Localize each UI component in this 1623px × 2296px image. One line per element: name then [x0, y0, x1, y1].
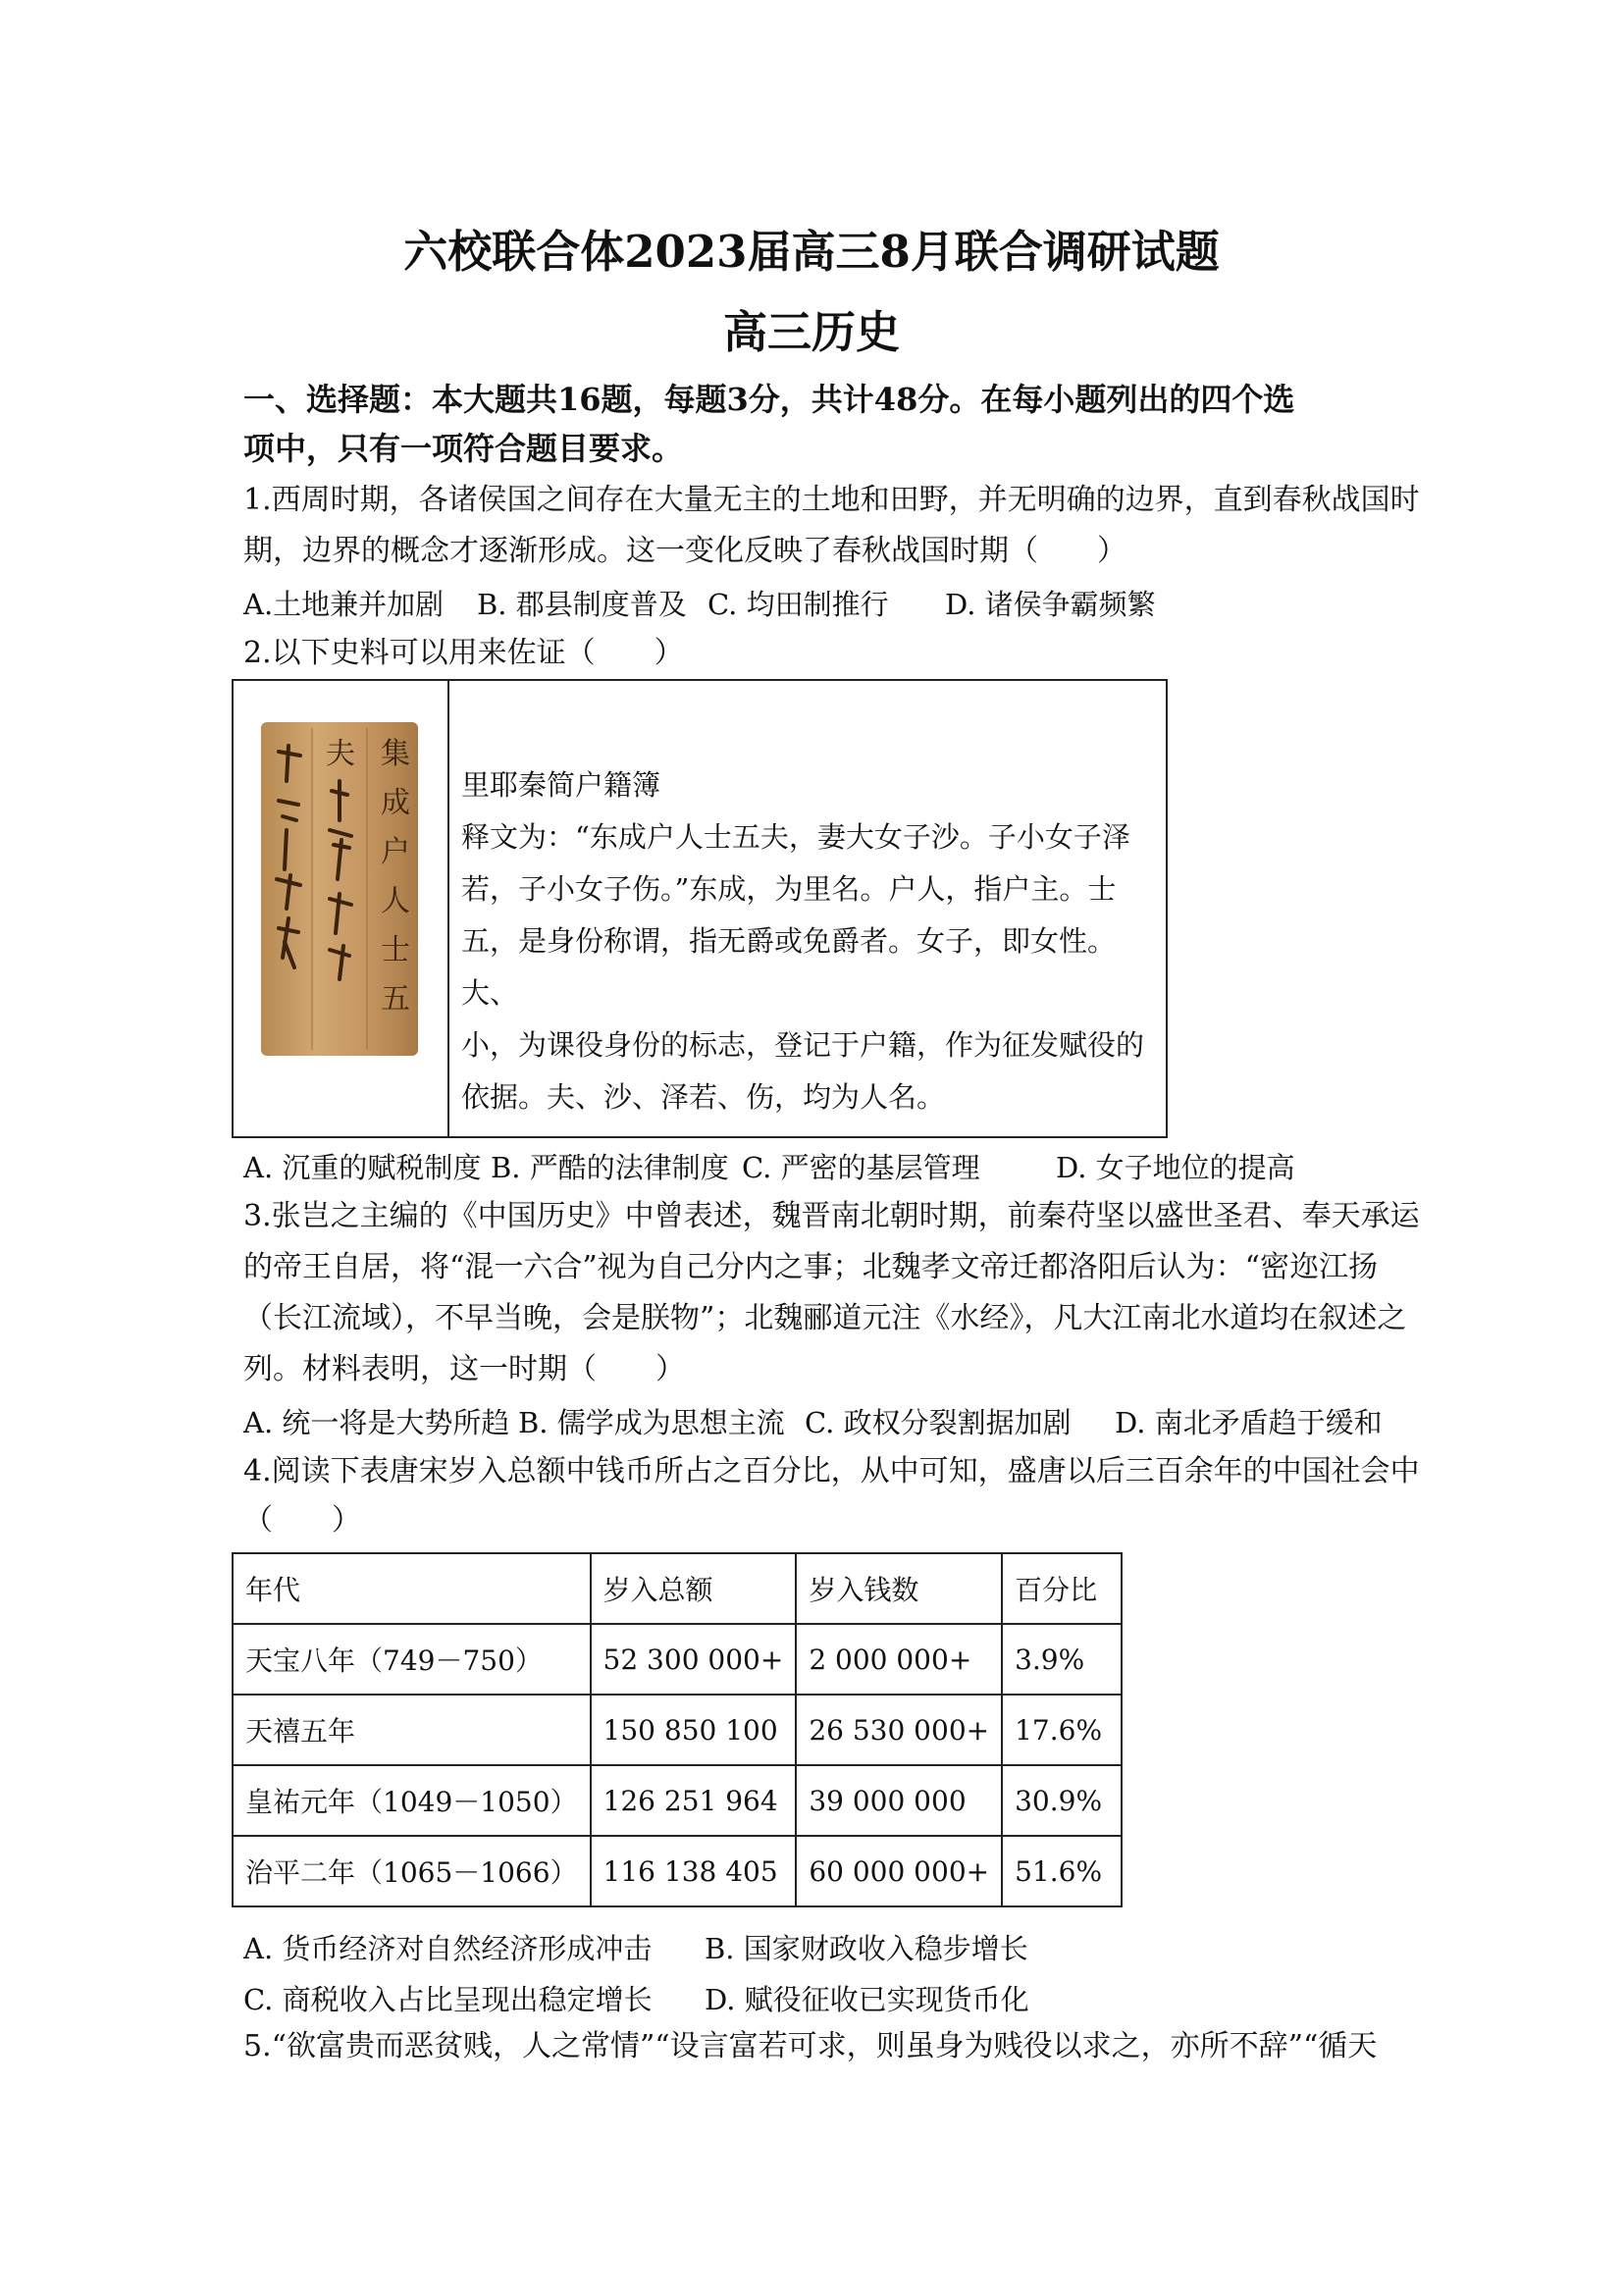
- table-cell: 治平二年（1065－1066）: [233, 1836, 591, 1906]
- table-cell: 51.6%: [1002, 1836, 1122, 1906]
- q1-options: [243, 583, 1156, 623]
- slip-char: 成: [381, 786, 410, 820]
- exam-subtitle: 高三历史: [722, 306, 900, 358]
- q4-option-b[interactable]: B. 国家财政收入稳步增长: [705, 1932, 1028, 1965]
- q2-option-b[interactable]: B. 严酷的法律制度: [491, 1151, 729, 1184]
- q3-option-d[interactable]: D. 南北矛盾趋于缓和: [1115, 1406, 1383, 1439]
- q5-stem-line1: 5.“欲富贵而恶贫贱，人之常情”“设言富若可求，则虽身为贱役以求之，亦所不辞”“循天: [243, 2029, 1378, 2063]
- table-row: [233, 1624, 1122, 1695]
- bamboo-slip-image: [261, 722, 418, 1056]
- exam-title: 六校联合体2023届高三8月联合调研试题: [403, 226, 1220, 278]
- section-heading-line2: 项中，只有一项符合题目要求。: [243, 430, 684, 467]
- box-divider: [447, 681, 449, 1136]
- table-cell: 2 000 000+: [796, 1624, 1002, 1695]
- table-header-row: [233, 1553, 1122, 1624]
- revenue-table: [232, 1552, 1123, 1907]
- q2-stem: 2.以下史料可以用来佐证（ ）: [243, 636, 684, 670]
- slip-char: 户: [381, 835, 410, 869]
- table-cell: 60 000 000+: [796, 1836, 1002, 1906]
- table-cell: 3.9%: [1002, 1624, 1122, 1695]
- table-cell: 116 138 405: [591, 1836, 797, 1906]
- q2-box-line: 小，为课役身份的标志，登记于户籍，作为征发赋役的: [461, 1028, 1145, 1062]
- q2-box-line: 释文为：“东成户人士五夫，妻大女子沙。子小女子泽: [461, 820, 1130, 854]
- q4-options-row2: [243, 1978, 1029, 2018]
- q2-box-line: 若，子小女子伤。”东成，为里名。户人，指户主。士: [461, 872, 1117, 906]
- slip-char: 集: [381, 737, 410, 771]
- table-cell: 26 530 000+: [796, 1695, 1002, 1765]
- slip-char: 夫: [326, 737, 355, 771]
- slip-char: 人: [381, 884, 410, 918]
- q1-option-b[interactable]: B. 郡县制度普及: [477, 588, 687, 621]
- table-header-cell: 年代: [233, 1553, 591, 1624]
- q3-stem-line2: 的帝王自居，将“混一六合”视为自己分内之事；北魏孝文帝迁都洛阳后认为：“密迩江扬: [243, 1250, 1379, 1284]
- q2-option-a[interactable]: A. 沉重的赋税制度: [243, 1151, 482, 1184]
- q4-options-row1: [243, 1927, 1028, 1967]
- table-row: [233, 1765, 1122, 1836]
- q2-box-title: 里耶秦简户籍簿: [461, 768, 661, 802]
- table-header-cell: 岁入钱数: [796, 1553, 1002, 1624]
- q3-option-c[interactable]: C. 政权分裂割据加剧: [805, 1406, 1072, 1439]
- q3-stem-line3: （长江流域），不早当晚，会是朕物”；北魏郦道元注《水经》，凡大江南北水道均在叙述之: [243, 1301, 1407, 1335]
- table-header-cell: 岁入总额: [591, 1553, 797, 1624]
- q4-stem-line2: （ ）: [243, 1503, 361, 1538]
- section-heading-line1: 一、选择题：本大题共16题，每题3分，共计48分。在每小题列出的四个选: [243, 381, 1295, 418]
- q3-option-b[interactable]: B. 儒学成为思想主流: [518, 1406, 785, 1439]
- q1-option-d[interactable]: D. 诸侯争霸频繁: [945, 588, 1156, 621]
- q3-options: [243, 1401, 1383, 1441]
- q4-stem-line1: 4.阅读下表唐宋岁入总额中钱币所占之百分比，从中可知，盛唐以后三百余年的中国社会中: [243, 1454, 1420, 1488]
- q1-stem-line1: 1.西周时期，各诸侯国之间存在大量无主的土地和田野，并无明确的边界，直到春秋战国时: [243, 483, 1420, 517]
- q2-option-d[interactable]: D. 女子地位的提高: [1056, 1151, 1295, 1184]
- q3-option-a[interactable]: A. 统一将是大势所趋: [243, 1406, 510, 1439]
- table-header-cell: 百分比: [1002, 1553, 1122, 1624]
- table-cell: 150 850 100: [591, 1695, 797, 1765]
- q1-option-a[interactable]: A.土地兼并加剧: [243, 588, 445, 621]
- table-row: [233, 1836, 1122, 1906]
- table-cell: 17.6%: [1002, 1695, 1122, 1765]
- table-cell: 126 251 964: [591, 1765, 797, 1836]
- slip-char: 五: [381, 982, 410, 1017]
- q2-box-line: 依据。夫、沙、泽若、伤，均为人名。: [461, 1080, 946, 1114]
- q4-option-c[interactable]: C. 商税收入占比呈现出稳定增长: [243, 1983, 653, 2016]
- table-cell: 天禧五年: [233, 1695, 591, 1765]
- q2-source-box: [232, 679, 1168, 1138]
- table-row: [233, 1695, 1122, 1765]
- q2-source-text: [461, 759, 1158, 1123]
- q3-stem-line1: 3.张岂之主编的《中国历史》中曾表述，魏晋南北朝时期，前秦苻坚以盛世圣君、奉天承运: [243, 1199, 1420, 1233]
- table-cell: 39 000 000: [796, 1765, 1002, 1836]
- q3-stem-line4: 列。材料表明，这一时期（ ）: [243, 1352, 685, 1386]
- table-cell: 皇祐元年（1049－1050）: [233, 1765, 591, 1836]
- q1-stem-line2: 期，边界的概念才逐渐形成。这一变化反映了春秋战国时期（ ）: [243, 534, 1126, 568]
- q4-option-d[interactable]: D. 赋役征收已实现货币化: [705, 1983, 1029, 2016]
- q4-option-a[interactable]: A. 货币经济对自然经济形成冲击: [243, 1932, 653, 1965]
- q2-box-line: 五，是身份称谓，指无爵或免爵者。女子，即女性。大、: [461, 924, 1117, 1010]
- slip-char: 士: [381, 933, 410, 967]
- table-cell: 天宝八年（749－750）: [233, 1624, 591, 1695]
- table-cell: 30.9%: [1002, 1765, 1122, 1836]
- table-cell: 52 300 000+: [591, 1624, 797, 1695]
- q2-option-c[interactable]: C. 严密的基层管理: [742, 1151, 980, 1184]
- q2-options: [243, 1146, 1295, 1186]
- q1-option-c[interactable]: C. 均田制推行: [707, 588, 889, 621]
